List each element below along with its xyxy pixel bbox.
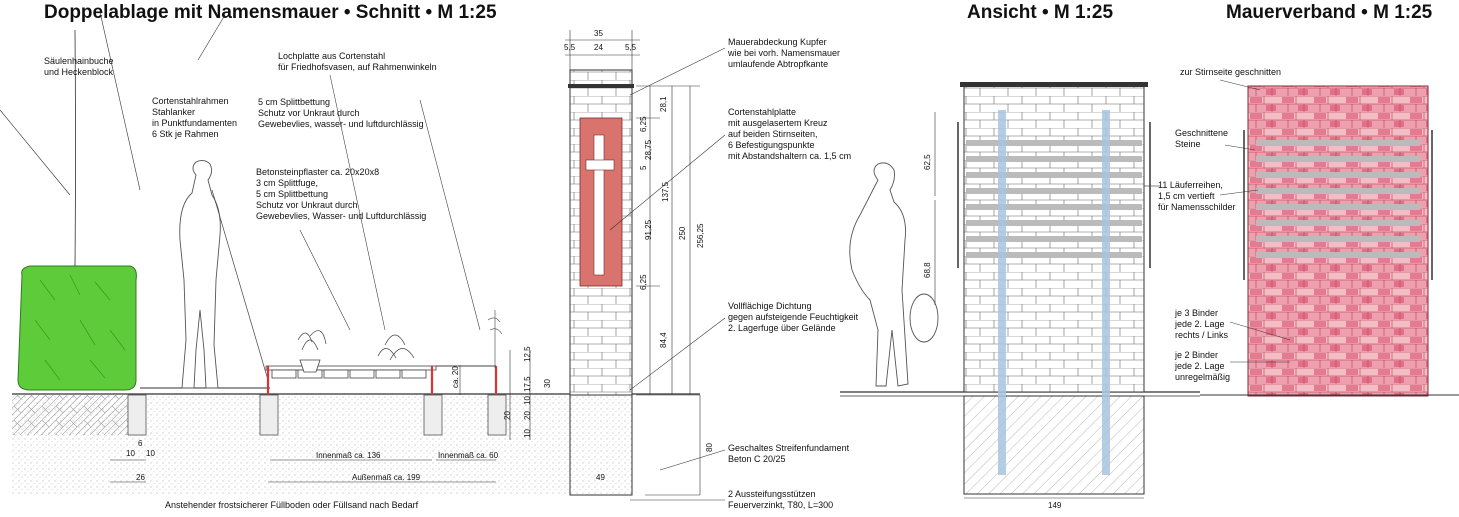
dim-28-1: 28,1	[659, 96, 668, 112]
paved-edge	[12, 395, 137, 435]
title-bond: Mauerverband • M 1:25	[1226, 2, 1433, 23]
dim-6-25a: 6,25	[639, 116, 648, 132]
dim-10d: 10	[146, 449, 155, 458]
note-bond-cut-stones: Geschnittene Steine	[1175, 128, 1229, 149]
elevation-foundation	[964, 396, 1144, 494]
note-plate: Lochplatte aus Cortenstahl für Friedhofsvasen, auf Rahmenwinkeln	[278, 51, 437, 72]
dim-68-8: 68,8	[923, 262, 932, 278]
dim-10b: 10	[523, 429, 532, 438]
hedge-block	[18, 266, 136, 390]
note-ground: Anstehender frostsicherer Füllboden oder Füllsand nach Bedarf	[165, 500, 419, 510]
dim-84-4: 84,4	[659, 332, 668, 348]
dim-ca20: ca. 20	[451, 366, 460, 388]
dim-24: 24	[594, 43, 603, 52]
note-elevation-rows: 11 Läuferreihen, 1,5 cm vertieft für Namensschilder	[1158, 180, 1236, 212]
dim-outer-199: Außenmaß ca. 199	[352, 473, 421, 482]
dim-20b: 20	[523, 411, 532, 420]
dim-137-5: 137,5	[661, 181, 670, 202]
steel-post-right	[1102, 110, 1110, 475]
dim-49: 49	[596, 473, 605, 482]
section-drawing	[0, 12, 725, 500]
dim-5: 5	[639, 165, 648, 170]
dim-17-5: 17,5	[523, 376, 532, 392]
dim-10c: 10	[126, 449, 135, 458]
note-bond-binder2: je 2 Binder jede 2. Lage unregelmäßig	[1175, 350, 1231, 382]
dim-28-75: 28,75	[644, 139, 653, 160]
note-bond-cut-top: zur Stirnseite geschnitten	[1180, 67, 1282, 77]
note-coping: Mauerabdeckung Kupfer wie bei vorh. Namensmauer umlaufende Abtropfkante	[728, 37, 841, 69]
note-bond-binder3: je 3 Binder jede 2. Lage rechts / Links	[1175, 308, 1229, 340]
pavers	[272, 370, 426, 378]
note-cortenplate: Cortenstahlplatte mit ausgelasertem Kreuz auf beiden Stirnseiten, 6 Befestigungspunkte mit Abstandshaltern ca. 1,5 cm	[728, 107, 852, 161]
note-hedge: Säulenhainbuche und Heckenblock	[44, 56, 114, 77]
elevation-drawing	[840, 82, 1200, 498]
copper-coping	[568, 84, 634, 88]
dim-26: 26	[136, 473, 145, 482]
steel-post-left	[998, 110, 1006, 475]
note-sealing: Vollflächige Dichtung gegen aufsteigende Feuchtigkeit 2. Lagerfuge über Gelände	[728, 301, 859, 333]
note-frame: Cortenstahlrahmen Stahlanker in Punktfundamenten 6 Stk je Rahmen	[152, 96, 238, 139]
elevation-person	[850, 163, 908, 386]
note-paving: Betonsteinpflaster ca. 20x20x8 3 cm Splittfuge, 5 cm Splittbettung Schutz vor Unkraut durch Gewebevlies, Wasser- und Luftdurchlässig	[256, 167, 427, 221]
dim-10a: 10	[523, 396, 532, 405]
dim-5-5-left: 5,5	[564, 43, 576, 52]
dim-256-25: 256,25	[696, 223, 705, 248]
dim-91-25: 91,25	[644, 219, 653, 240]
title-elevation: Ansicht • M 1:25	[967, 2, 1114, 23]
dim-12-5: 12,5	[523, 346, 532, 362]
dim-inner-136: Innenmaß ca. 136	[316, 451, 381, 460]
elevation-coping	[960, 82, 1148, 87]
dim-80: 80	[705, 443, 714, 452]
title-section: Doppelablage mit Namensmauer • Schnitt • M 1:25	[44, 2, 497, 23]
dim-5-5-right: 5,5	[625, 43, 637, 52]
dim-149: 149	[1048, 501, 1062, 510]
dim-250: 250	[678, 226, 687, 240]
dim-30: 30	[543, 379, 552, 388]
dim-35: 35	[594, 29, 603, 38]
note-foundation: Geschaltes Streifenfundament Beton C 20/25	[728, 443, 850, 464]
dim-62-5: 62,5	[923, 154, 932, 170]
dim-20a: 20	[503, 411, 512, 420]
dim-inner-60: Innenmaß ca. 60	[438, 451, 499, 460]
note-posts: 2 Aussteifungsstützen Feuerverzinkt, T80, L=300	[728, 489, 834, 510]
dim-6-25b: 6,25	[639, 274, 648, 290]
bond-drawing	[1200, 80, 1459, 396]
dim-6: 6	[138, 439, 143, 448]
person-figure	[180, 160, 221, 388]
note-gravel: 5 cm Splittbettung Schutz vor Unkraut durch Gewebevlies, wasser- und luftdurchlässig	[258, 97, 424, 129]
